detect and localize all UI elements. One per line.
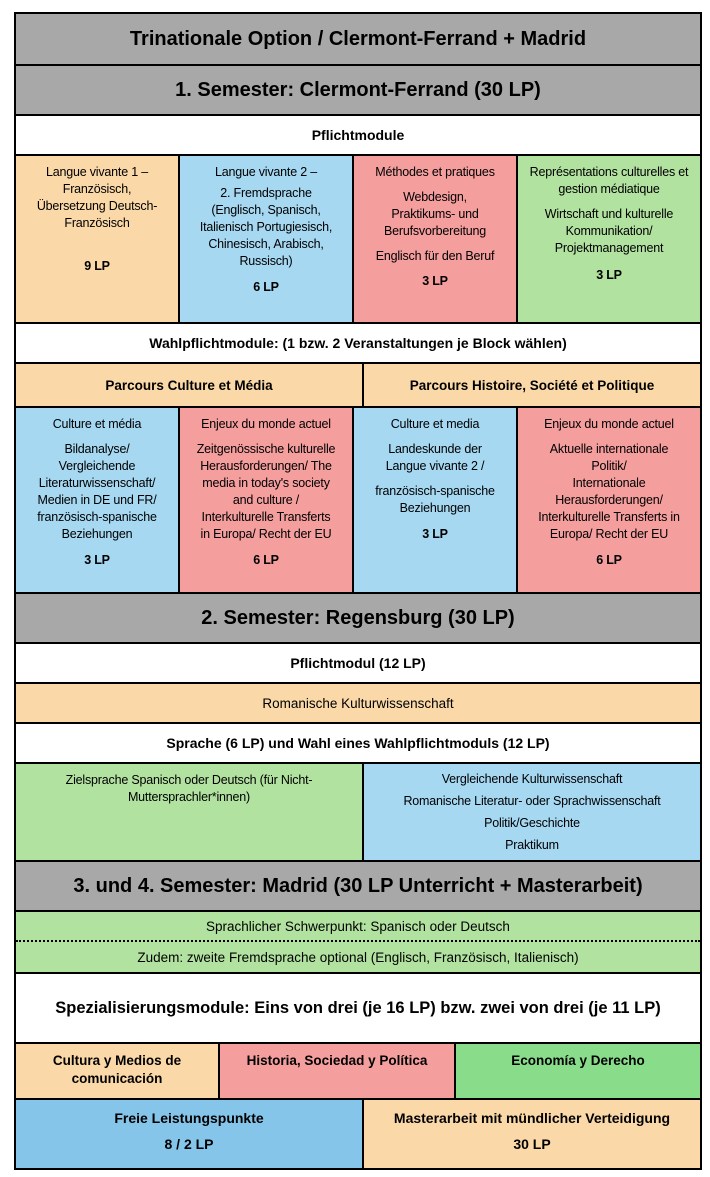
text-line: Herausforderungen/ The [200, 459, 332, 473]
text-line: Méthodes et pratiques [375, 165, 495, 179]
text-line: Zeitgenössische kulturelle [196, 442, 336, 456]
text-line: Europa/ Recht der EU [549, 527, 669, 541]
text-line: Interkulturelle Transferts [201, 510, 331, 524]
text-line: Historia, Sociedad y Política [246, 1053, 428, 1068]
text-line: Herausforderungen/ [555, 493, 663, 507]
text-line: Spezialisierungsmodule: Eins von drei (je 16 LP) bzw. zwei von drei (je 11 LP) [55, 999, 661, 1017]
text-line: Aktuelle internationale [549, 442, 669, 456]
text-line: Culture et media [390, 417, 480, 431]
parcours-culture-media [16, 364, 364, 406]
text-line: Beziehungen [61, 527, 133, 541]
module-lp: 3 LP [422, 274, 448, 288]
text-line: 30 LP [513, 1136, 551, 1152]
text-line: Culture et média [52, 417, 142, 431]
text-line: Französisch, [62, 182, 132, 196]
text-line: Literaturwissenschaft/ [38, 476, 156, 490]
text-line: Enjeux du monde actuel [544, 417, 674, 431]
parcours-histoire-societe [364, 364, 700, 406]
spezial-historia-sociedad [220, 1044, 456, 1098]
text-line: Parcours Culture et Média [105, 377, 273, 393]
text-line: Parcours Histoire, Société et Politique [409, 377, 655, 393]
text-line: and culture / [232, 493, 300, 507]
module-lp: 6 LP [253, 280, 279, 294]
text-line: Masterarbeit mit mündlicher Verteidigung [393, 1110, 671, 1126]
text-line: Interkulturelle Transferts in [538, 510, 680, 524]
text-line: Langue vivante 2 / [385, 459, 485, 473]
sem1-wahl-label-text: Wahlpflichtmodule: (1 bzw. 2 Veranstaltungen je Block wählen) [149, 335, 567, 351]
text-line: (Englisch, Spanisch, [211, 203, 321, 217]
text-line: französisch-spanische [37, 510, 157, 524]
wahl-enjeux-monde-1 [180, 408, 354, 592]
text-line: Bildanalyse/ [64, 442, 130, 456]
semester-34-heading [16, 862, 700, 912]
text-line: Übersetzung Deutsch- [36, 199, 158, 213]
module-methodes-pratiques [354, 156, 518, 322]
text-line: Englisch für den Beruf [375, 249, 495, 263]
text-line: Landeskunde der [388, 442, 482, 456]
sem34-final-row [16, 1100, 700, 1168]
module-langue-vivante-1 [16, 156, 180, 322]
wahl-culture-et-media [16, 408, 180, 592]
text-line: Russisch) [239, 254, 293, 268]
spezial-economia-derecho [456, 1044, 700, 1098]
semester-2-heading [16, 594, 700, 644]
text-line: Sprachlicher Schwerpunkt: Spanisch oder Deutsch [206, 918, 510, 934]
text-line: Langue vivante 1 – [45, 165, 149, 179]
text-line: Italienisch Portugiesisch, [199, 220, 333, 234]
text-line: Wirtschaft und kulturelle [544, 207, 674, 221]
text-line: Pflichtmodul (12 LP) [290, 655, 426, 671]
sem2-sprache-label [16, 724, 700, 764]
semester-1-heading [16, 66, 700, 116]
sem1-wahl-modules [16, 408, 700, 594]
sem2-pflicht-module [16, 684, 700, 724]
plan-title [16, 14, 700, 66]
sem1-pflicht-label-text: Pflichtmodule [311, 127, 405, 143]
sem2-zielsprache [16, 764, 364, 860]
module-langue-vivante-2 [180, 156, 354, 322]
text-line: Muttersprachler*innen) [127, 790, 251, 804]
sem1-pflicht-label [16, 116, 700, 156]
text-line: Politik/Geschichte [484, 816, 580, 830]
sem2-options [16, 764, 700, 862]
semester-2-heading-text: 2. Semester: Regensburg (30 LP) [201, 606, 515, 629]
text-line: Cultura y Medios de comunicación [52, 1053, 182, 1086]
text-line: Berufsvorbereitung [383, 224, 486, 238]
text-line: Kommunikation/ [565, 224, 653, 238]
text-line: Praktikum [505, 838, 559, 852]
text-line: Vergleichende Kulturwissenschaft [441, 772, 623, 786]
text-line: Medien in DE und FR/ [37, 493, 157, 507]
text-line: Zudem: zweite Fremdsprache optional (Englisch, Französisch, Italienisch) [137, 949, 579, 965]
sem2-pflicht-label [16, 644, 700, 684]
module-lp: 3 LP [84, 553, 110, 567]
sem2-wahlpflicht-options [364, 764, 700, 860]
module-representations-culturelles [518, 156, 700, 322]
text-line: Langue vivante 2 – [214, 165, 318, 179]
semester-34-heading-text: 3. und 4. Semester: Madrid (30 LP Unterricht + Masterarbeit) [73, 874, 643, 897]
text-line: Französisch [64, 216, 130, 230]
plan-title-text: Trinationale Option / Clermont-Ferrand + Madrid [129, 27, 587, 50]
text-line: 2. Fremdsprache [220, 186, 312, 200]
module-lp: 6 LP [253, 553, 279, 567]
sem1-parcours-row [16, 364, 700, 408]
text-line: Economía y Derecho [511, 1053, 645, 1068]
text-line: Projektmanagement [554, 241, 664, 255]
module-lp: 3 LP [596, 268, 622, 282]
text-line: in Europa/ Recht der EU [200, 527, 332, 541]
text-line: Vergleichende [58, 459, 136, 473]
sem34-spezial-label [16, 974, 700, 1044]
module-lp: 6 LP [596, 553, 622, 567]
text-line: Enjeux du monde actuel [201, 417, 331, 431]
wahl-enjeux-monde-2 [518, 408, 700, 592]
spezial-cultura-medios [16, 1044, 220, 1098]
wahl-culture-et-media-2 [354, 408, 518, 592]
sem34-spezial-modules [16, 1044, 700, 1100]
text-line: Freie Leistungspunkte [114, 1110, 264, 1126]
sem34-zudem [16, 942, 700, 974]
module-lp: 3 LP [422, 527, 448, 541]
semester-1-heading-text: 1. Semester: Clermont-Ferrand (30 LP) [175, 78, 541, 101]
text-line: Webdesign, [403, 190, 467, 204]
text-line: Beziehungen [399, 501, 471, 515]
text-line: Sprache (6 LP) und Wahl eines Wahlpflichtmoduls (12 LP) [166, 735, 550, 751]
masterarbeit [364, 1100, 700, 1168]
sem1-pflicht-modules [16, 156, 700, 324]
freie-leistungspunkte [16, 1100, 364, 1168]
text-line: media in today's society [202, 476, 330, 490]
study-plan-table [14, 12, 702, 1170]
text-line: Représentations culturelles et gestion médiatique [529, 165, 689, 196]
sem34-schwerpunkt [16, 912, 700, 942]
text-line: Politik/ [591, 459, 627, 473]
text-line: Chinesisch, Arabisch, [208, 237, 324, 251]
sem1-wahl-label [16, 324, 700, 364]
text-line: 8 / 2 LP [164, 1136, 214, 1152]
text-line: Internationale [572, 476, 646, 490]
text-line: Romanische Literatur- oder Sprachwissenschaft [403, 794, 661, 808]
module-lp: 9 LP [84, 259, 110, 273]
text-line: Romanische Kulturwissenschaft [262, 695, 454, 711]
text-line: Zielsprache Spanisch oder Deutsch (für Nicht- [65, 773, 313, 787]
text-line: französisch-spanische [375, 484, 495, 498]
text-line: Praktikums- und [391, 207, 479, 221]
